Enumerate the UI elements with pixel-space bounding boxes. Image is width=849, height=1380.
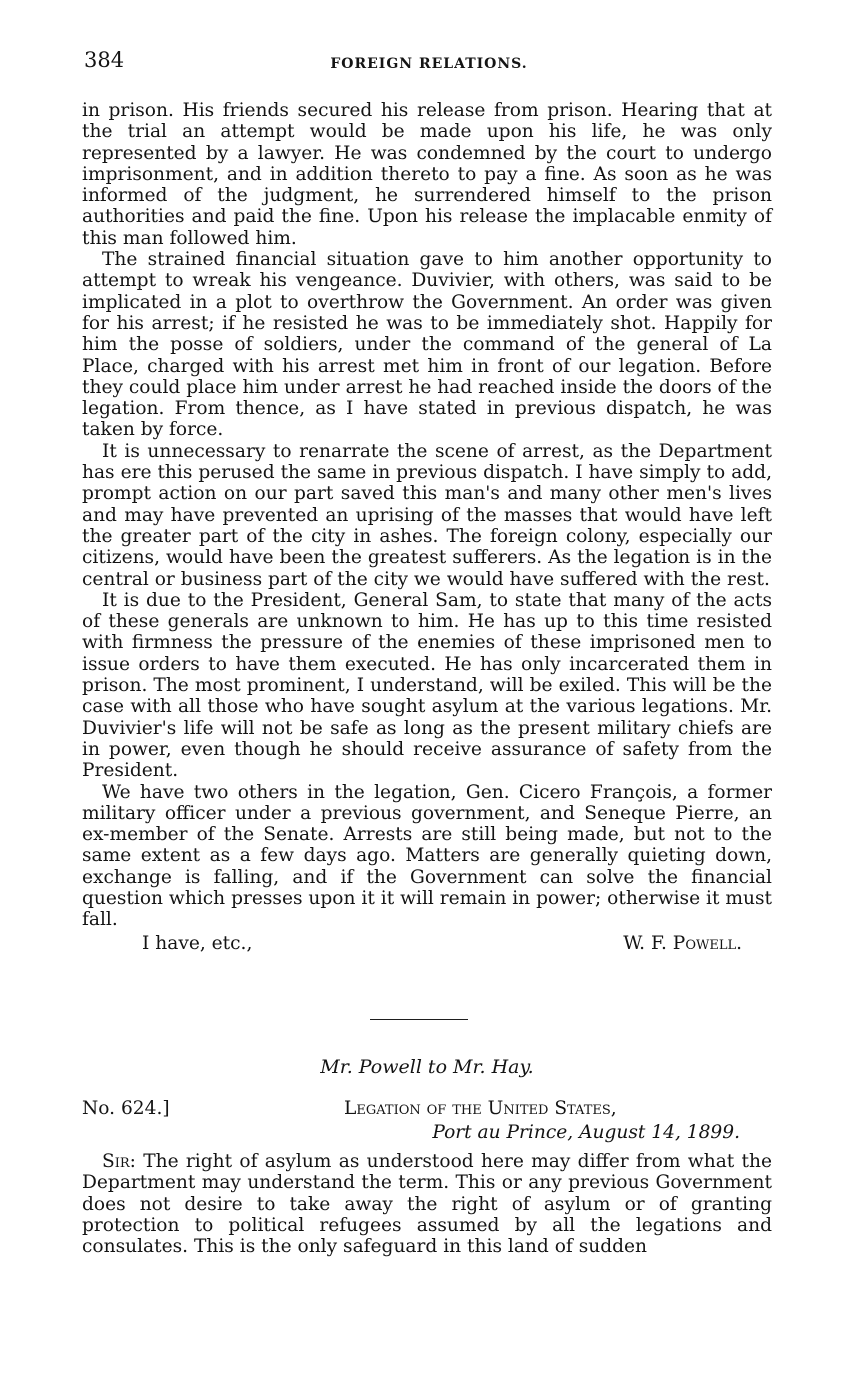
legation-line: Legation of the United States, — [344, 1098, 617, 1119]
closing-salutation: I have, etc., — [142, 932, 253, 954]
place-date: Port au Prince, August 14, 1899. — [432, 1122, 740, 1143]
letter-text: The right of asylum as understood here may differ from what the Department may understand the term. This or any previous Government does not desire to take away the right of asylum or of granting protection to political refugees assumed by all the legations and consulates. This is the only safeguard in this land of sudden — [82, 1151, 772, 1258]
paragraph-2: The strained financial situation gave to him another opportunity to attempt to wreak his vengeance. Duvivier, with others, was said to be implicated in a plot to overthrow the Government. An order was given for his arrest; if he resisted he was to be immediately shot. Happily for him the posse of soldiers, under the command of the general of La Place, charged with his arrest met him in front of our legation. Before they could place him under arrest he had reached inside the doors of the legation. From thence, as I have stated in previous dispatch, he was taken by force. — [82, 249, 772, 441]
signature: W. F. Powell. — [623, 932, 742, 954]
letter-body — [82, 1151, 772, 1257]
paragraph-1: in prison. His friends secured his release from prison. Hearing that at the trial an attempt would be made upon his life, he was only represented by a lawyer. He was condemned by the court to undergo imprisonment, and in addition thereto to pay a fine. As soon as he was informed of the judgment, he surrendered himself to the prison authorities and paid the fine. Upon his release the implacable enmity of this man followed him. — [82, 100, 772, 249]
running-title: FOREIGN RELATIONS. — [330, 56, 528, 72]
paragraph-3: It is unnecessary to renarrate the scene of arrest, as the Department has ere this perused the same in previous dispatch. I have simply to add, prompt action on our part saved this man's and many other men's lives and may have prevented an uprising of the masses that would have left the greater part of the city in ashes. The foreign colony, especially our citizens, would have been the greatest sufferers. As the legation is in the central or business part of the city we would have suffered with the rest. — [82, 440, 772, 590]
letter-heading: Mr. Powell to Mr. Hay. — [320, 1056, 534, 1078]
letter-paragraph — [82, 1151, 772, 1257]
letter-salutation: Sir: — [102, 1151, 136, 1172]
section-divider — [370, 1019, 468, 1020]
dispatch-body — [82, 100, 772, 954]
paragraph-5: We have two others in the legation, Gen. Cicero François, a former military officer under a previous government, and Seneque Pierre, an ex-member of the Senate. Arrests are still being made, but not to the same extent as a few days ago. Matters are generally quieting down, exchange is falling, and if the Government can solve the financial question which presses upon it it will remain in power; otherwise it must fall. — [82, 781, 772, 931]
closing — [82, 933, 772, 954]
paragraph-4: It is due to the President, General Sam, to state that many of the acts of these generals are unknown to him. He has up to this time resisted with firmness the pressure of the enemies of these imprisoned men to issue orders to have them executed. He has only incarcerated them in prison. The most prominent, I understand, will be exiled. This will be the case with all those who have sought asylum at the various legations. Mr. Duvivier's life will not be safe as long as the present military chiefs are in power, even though he should receive assurance of safety from the President. — [82, 589, 772, 782]
page-header — [84, 48, 774, 82]
document-number: No. 624.] — [82, 1098, 170, 1119]
page-number: 384 — [84, 48, 125, 72]
